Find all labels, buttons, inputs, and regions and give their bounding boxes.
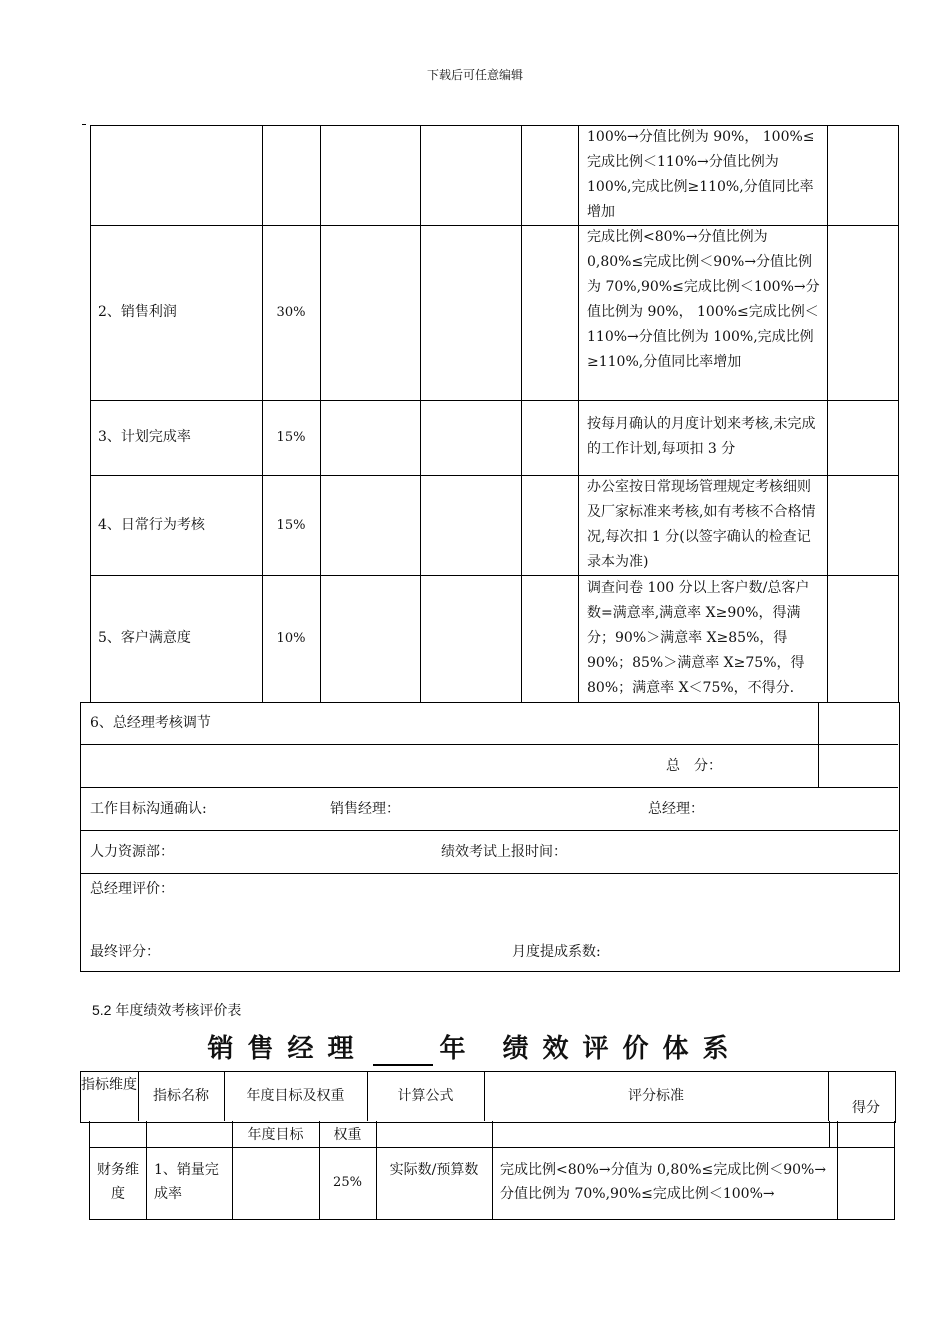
col-line	[320, 125, 321, 702]
header-criteria: 评分标准	[628, 1088, 684, 1104]
hr-label: 人力资源部：	[90, 844, 174, 860]
criteria-cell: 调查问卷 100 分以上客户数/总客户数=满意率,满意率 X≥90%，得满分；90%＞满意率 X≥85%，得 90%；85%＞满意率 X≥75%，得 80%；满意率 X＜75%，不得分.	[587, 580, 810, 696]
header-target: 年度目标	[247, 1127, 304, 1143]
row-criteria: 完成比例<80%→分值为 0,80%≤完成比例＜90%→分值比例为 70%,90%≤完成比例＜100%→	[500, 1162, 827, 1202]
header-target-weight: 年度目标及权重	[246, 1088, 345, 1104]
table-tick	[82, 124, 86, 125]
row-line	[80, 873, 898, 874]
indicator-weight: 30%	[276, 305, 306, 320]
row-line	[89, 1219, 895, 1220]
gm-evaluation-label: 总经理评价：	[90, 881, 174, 897]
col-line	[420, 125, 421, 702]
indicator-weight: 10%	[276, 631, 306, 646]
col-line	[90, 125, 91, 702]
annual-title	[0, 1028, 950, 1066]
col-line	[828, 1071, 829, 1121]
sales-manager-label: 销售经理：	[330, 801, 400, 817]
row-line	[80, 830, 898, 831]
confirm-label: 工作目标沟通确认:	[90, 801, 207, 817]
col-line	[827, 125, 828, 702]
indicator-name: 4、日常行为考核	[98, 517, 205, 533]
header-formula: 计算公式	[397, 1088, 454, 1104]
final-score-label: 最终评分：	[90, 944, 160, 960]
row-name: 1、销量完成率	[154, 1162, 219, 1202]
indicator-name: 3、计划完成率	[98, 429, 191, 445]
gm-adjust-label: 6、总经理考核调节	[90, 715, 211, 731]
col-line	[578, 125, 579, 702]
row-line	[80, 787, 898, 788]
col-line	[894, 1121, 895, 1219]
page-header-note: 下载后可任意编辑	[426, 68, 523, 82]
header-dimension: 指标维度	[81, 1077, 137, 1093]
col-line	[837, 1121, 838, 1219]
header-name: 指标名称	[153, 1088, 209, 1104]
col-line	[89, 1121, 90, 1219]
gm-sign-label: 总经理：	[648, 801, 704, 817]
indicator-weight: 15%	[276, 518, 306, 533]
header-score: 得分	[852, 1100, 880, 1116]
commission-label: 月度提成系数:	[512, 944, 601, 960]
row-line	[90, 400, 898, 401]
summary-block	[80, 702, 900, 972]
indicator-name: 2、销售利润	[98, 304, 177, 320]
indicator-weight: 15%	[276, 430, 306, 445]
criteria-cell: 完成比例<80%→分值比例为 0,80%≤完成比例＜90%→分值比例为 70%,90%≤完成比例＜100%→分值比例为 90%， 100%≤完成比例＜110%→分值比例为 100%,完成比例≥110%,分值同比率增加	[587, 229, 820, 370]
col-line	[376, 1121, 377, 1219]
col-line	[492, 1121, 493, 1219]
total-score-label: 总 分：	[666, 758, 722, 774]
criteria-cell: 100%→分值比例为 90%， 100%≤完成比例＜110%→分值比例为 100%,完成比例≥110%,分值同比率增加	[587, 129, 815, 220]
title-prefix: 销售经理	[207, 1034, 368, 1064]
col-line	[146, 1121, 147, 1219]
row-formula: 实际数/预算数	[389, 1162, 479, 1178]
col-line	[818, 702, 819, 787]
header-weight: 权重	[333, 1127, 362, 1143]
indicator-name: 5、客户满意度	[98, 630, 191, 646]
criteria-cell: 按每月确认的月度计划来考核,未完成的工作计划,每项扣 3 分	[587, 416, 816, 457]
col-line	[521, 125, 522, 702]
row-dimension: 财务维度	[97, 1162, 139, 1202]
criteria-cell: 办公室按日常现场管理规定考核细则及厂家标准来考核,如有考核不合格情况,每次扣 1 分(以签字确认的检查记录本为准)	[587, 479, 816, 570]
year-blank	[373, 1034, 433, 1066]
row-weight: 25%	[333, 1175, 362, 1190]
section-heading: 5.2 年度绩效考核评价表	[92, 1002, 242, 1018]
report-time-label: 绩效考试上报时间：	[441, 844, 567, 860]
title-suffix: 年 绩效评价体系	[439, 1034, 743, 1064]
row-line	[80, 744, 898, 745]
col-line	[829, 1121, 830, 1147]
col-line	[262, 125, 263, 702]
col-line	[898, 125, 899, 702]
